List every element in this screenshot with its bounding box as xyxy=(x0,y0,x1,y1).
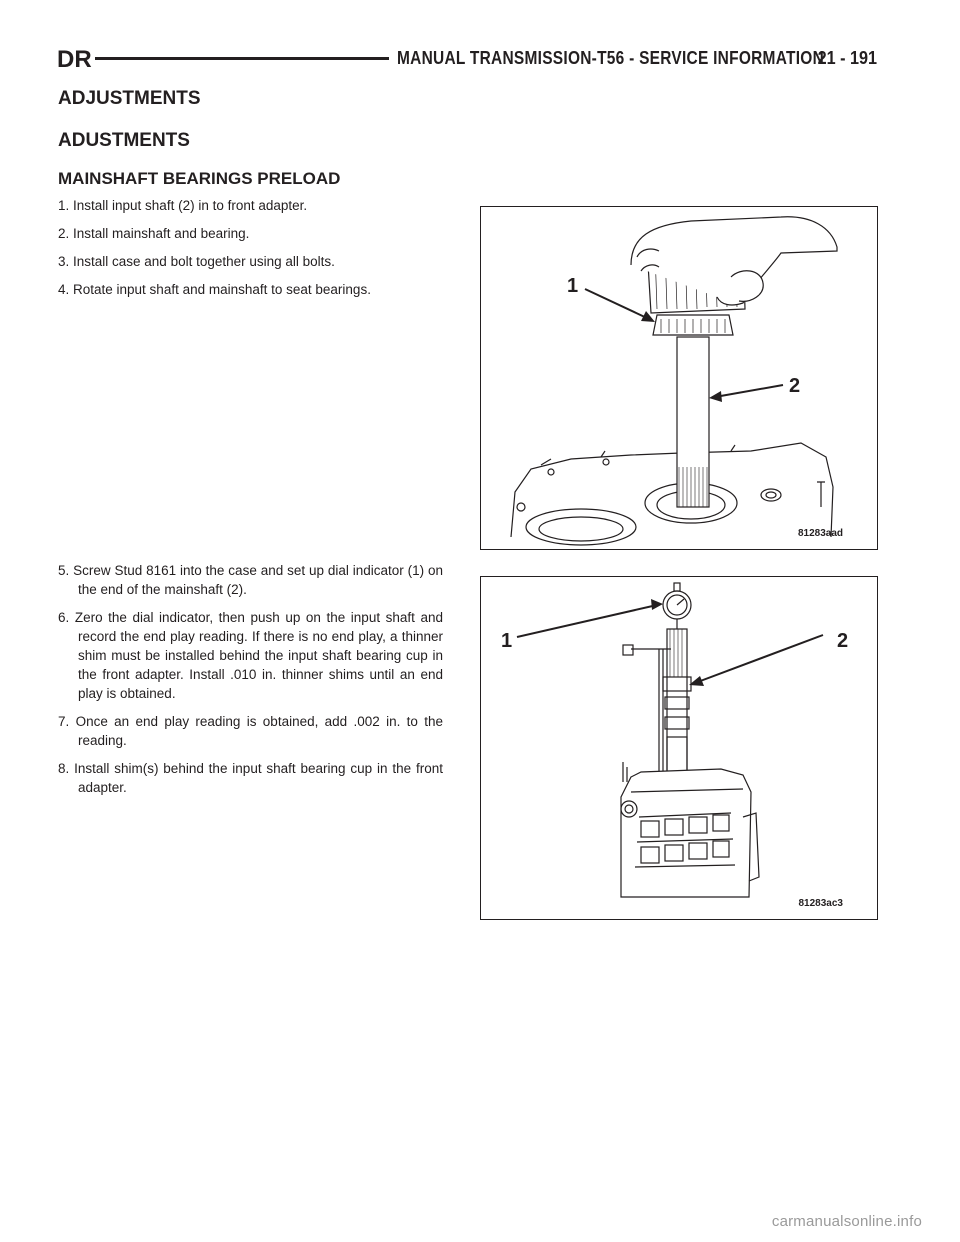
figure1-callout-2: 2 xyxy=(789,375,801,397)
step-6: 6. Zero the dial indicator, then push up on the input shaft and record the end play reading. If there is no end play, a thinner shim must be installed behind the input shaft bearing cup in the front adapter. Install .010 in. thinner shims until an end play is obtained. xyxy=(58,610,443,701)
heading-adjustments: ADJUSTMENTS xyxy=(58,88,201,109)
step-list-2 xyxy=(58,561,443,806)
header-rule xyxy=(95,57,389,60)
figure2-id: 81283ac3 xyxy=(798,898,843,909)
figure2-callout-1: 1 xyxy=(501,630,513,652)
figure1-callout-1: 1 xyxy=(567,275,579,297)
step-2: 2. Install mainshaft and bearing. xyxy=(58,226,250,241)
watermark: carmanualsonline.info xyxy=(771,1213,922,1230)
heading-procedure: MAINSHAFT BEARINGS PRELOAD xyxy=(58,169,341,188)
step-3: 3. Install case and bolt together using all bolts. xyxy=(58,254,335,269)
step-1: 1. Install input shaft (2) in to front adapter. xyxy=(58,198,308,213)
input-shaft-illustration xyxy=(481,207,877,549)
step-5: 5. Screw Stud 8161 into the case and set up dial indicator (1) on the end of the mainshaft (2). xyxy=(58,563,443,597)
dial-indicator-illustration xyxy=(481,577,877,919)
header-title: MANUAL TRANSMISSION-T56 - SERVICE INFORMATION xyxy=(397,48,825,68)
figure-dial-indicator xyxy=(480,576,878,920)
section-code: DR xyxy=(57,46,92,73)
page-number: 21 - 191 xyxy=(817,48,877,68)
heading-adustments: ADUSTMENTS xyxy=(58,130,190,151)
figure2-callout-2: 2 xyxy=(837,630,849,652)
figure1-id: 81283aad xyxy=(797,528,843,539)
figure-input-shaft-install xyxy=(480,206,878,550)
step-list-1 xyxy=(58,196,443,308)
page-header xyxy=(57,44,877,74)
step-7: 7. Once an end play reading is obtained, add .002 in. to the reading. xyxy=(58,714,443,748)
step-4: 4. Rotate input shaft and mainshaft to seat bearings. xyxy=(58,282,371,297)
step-8: 8. Install shim(s) behind the input shaft bearing cup in the front adapter. xyxy=(58,761,443,795)
